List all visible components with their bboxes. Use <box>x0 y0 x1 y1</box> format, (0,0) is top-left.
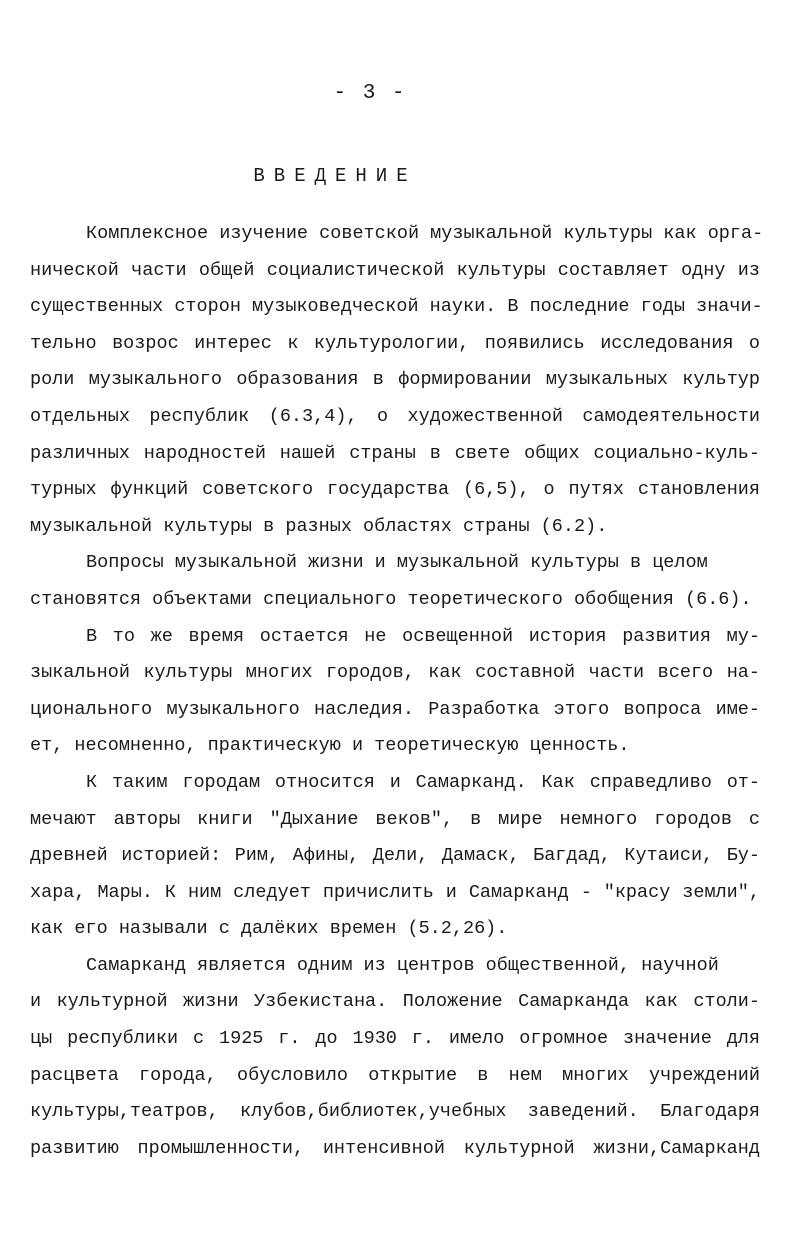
text-line: В то же время остается не освещенной история развития му- <box>86 625 760 647</box>
paragraph-5 <box>30 948 760 1168</box>
text-line: К таким городам относится и Самарканд. Как справедливо от- <box>86 771 760 793</box>
text-line: Комплексное изучение советской музыкальной культуры как орга- <box>86 223 764 244</box>
text-line: развитию промышленности, интенсивной культурной жизни,Самарканд <box>30 1137 760 1159</box>
text-line: древней историей: Рим, Афины, Дели, Дамаск, Багдад, Кутаиси, Бу- <box>30 845 760 867</box>
paragraph-4 <box>30 765 760 948</box>
section-heading: ВВЕДЕНИЕ <box>253 165 417 187</box>
text-line: и культурной жизни Узбекистана. Положение Самарканда как столи- <box>30 991 760 1013</box>
text-line: роли музыкального образования в формировании музыкальных культур <box>30 369 760 391</box>
text-line: как его называли с далёких времен (5.2,26). <box>30 918 508 940</box>
text-line: музыкальной культуры в разных областях страны (6.2). <box>30 515 608 537</box>
text-line: расцвета города, обусловило открытие в нем многих учреждений <box>30 1064 760 1086</box>
text-line: тельно возрос интерес к культурологии, появились исследования о <box>30 332 760 354</box>
text-line: различных народностей нашей страны в свете общих социально-куль- <box>30 442 760 464</box>
body-text <box>30 216 764 1167</box>
text-line: отдельных республик (6.3,4), о художественной самодеятельности <box>30 405 760 427</box>
text-line: ционального музыкального наследия. Разработка этого вопроса име- <box>30 698 760 720</box>
text-line: хара, Мары. К ним следует причислить и Самарканд - "красу земли", <box>30 881 760 903</box>
page-number: - 3 - <box>333 82 407 105</box>
text-line: нической части общей социалистической культуры составляет одну из <box>30 259 760 281</box>
text-line: существенных сторон музыковедческой науки. В последние годы значи- <box>30 296 763 318</box>
text-line: Вопросы музыкальной жизни и музыкальной культуры в целом <box>86 552 708 574</box>
paragraph-3 <box>30 619 760 765</box>
text-line: культуры,театров, клубов,библиотек,учебных заведений. Благодаря <box>30 1101 760 1123</box>
paragraph-2 <box>30 545 760 618</box>
text-line: ет, несомненно, практическую и теоретическую ценность. <box>30 735 630 757</box>
text-line: мечают авторы книги "Дыхание веков", в мире немного городов с <box>30 808 760 830</box>
text-line: турных функций советского государства (6,5), о путях становления <box>30 479 760 501</box>
paragraph-1 <box>30 216 764 545</box>
text-line: зыкальной культуры многих городов, как составной части всего на- <box>30 662 760 684</box>
text-line: становятся объектами специального теоретического обобщения (6.6). <box>30 588 752 610</box>
text-line: Самарканд является одним из центров общественной, научной <box>86 954 719 976</box>
text-line: цы республики с 1925 г. до 1930 г. имело огромное значение для <box>30 1028 760 1050</box>
